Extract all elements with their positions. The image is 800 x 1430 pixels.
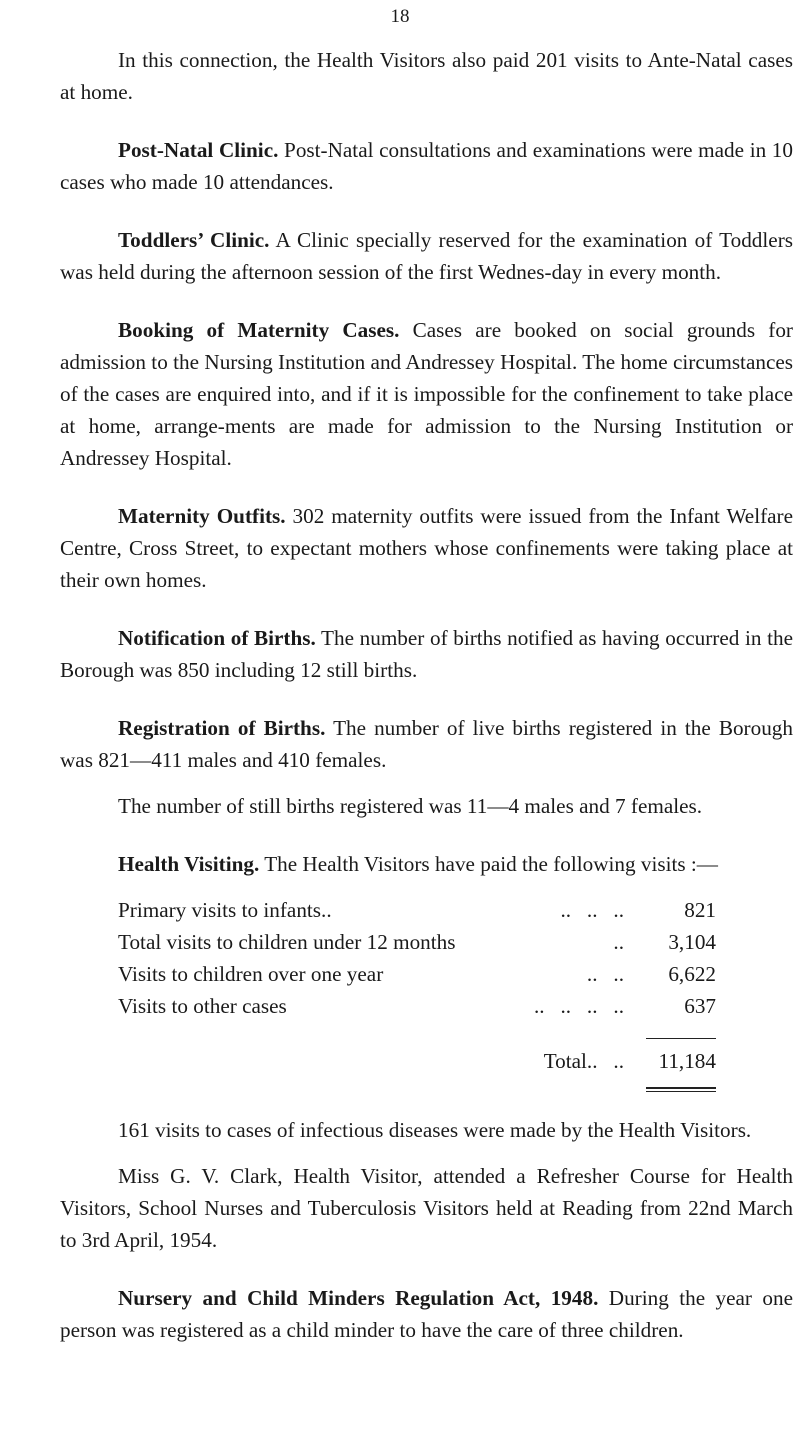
paragraph-refresher-course: Miss G. V. Clark, Health Visitor, attended a Refresher Course for Health Visitors, School Nurses and Tuberculosis Visitors held at Reading from 22nd March to 3rd April, 1954.: [60, 1164, 793, 1252]
heading-maternity-outfits: Maternity Outfits.: [118, 504, 286, 528]
paragraph-ante-natal: In this connection, the Health Visitors also paid 201 visits to Ante-Natal cases at home.: [60, 48, 793, 104]
document-body: [60, 44, 793, 1372]
paragraph-infectious-diseases: 161 visits to cases of infectious diseases were made by the Health Visitors.: [118, 1118, 752, 1142]
body-post-natal-clinic: Post-Natal consultations and examinations were made in 10 cases who made 10 attendances.: [60, 138, 793, 194]
body-registration-births: The number of live births registered in the Borough was 821—411 males and 410 females.: [60, 716, 793, 772]
total-value: 11,184: [658, 1049, 716, 1073]
page-number: 18: [390, 6, 410, 27]
paragraph-booking-maternity: [60, 314, 793, 474]
row-value: 821: [684, 898, 716, 922]
table-row: [118, 990, 716, 1022]
heading-toddlers-clinic: Toddlers’ Clinic.: [118, 228, 270, 252]
row-leader-dots: .. .. .. ..: [533, 994, 624, 1018]
table-row: [118, 958, 716, 990]
table-row: [118, 894, 716, 926]
total-top-rule: [646, 1038, 716, 1039]
row-label: Visits to other cases: [118, 994, 287, 1018]
heading-child-minders: Nursery and Child Minders Regulation Act, 1948.: [118, 1286, 599, 1310]
row-leader-dots: .. ..: [586, 962, 624, 986]
row-leader-dots: .. .. ..: [560, 898, 624, 922]
paragraph-toddlers-clinic: [60, 224, 793, 288]
paragraph-health-visiting: [60, 848, 793, 880]
row-label: Total visits to children under 12 months: [118, 930, 456, 954]
row-label: Visits to children over one year: [118, 962, 384, 986]
paragraph-still-births: The number of still births registered was 11—4 males and 7 females.: [118, 794, 703, 818]
paragraph-registration-births: [60, 712, 793, 776]
paragraph-child-minders: [60, 1282, 793, 1346]
heading-notification-births: Notification of Births.: [118, 626, 316, 650]
row-value: 637: [684, 994, 716, 1018]
paragraph-notification-births: [60, 622, 793, 686]
paragraph-maternity-outfits: [60, 500, 793, 596]
total-row: [118, 1045, 716, 1077]
body-maternity-outfits: 302 maternity outfits were issued from the Infant Welfare Centre, Cross Street, to expectant mothers whose confinements were taking place at their own homes.: [60, 504, 793, 592]
total-leader-dots: .. ..: [586, 1049, 624, 1073]
body-health-visiting: The Health Visitors have paid the following visits :—: [259, 852, 718, 876]
row-value: 6,622: [668, 962, 716, 986]
body-notification-births: The number of births notified as having occurred in the Borough was 850 including 12 still births.: [60, 626, 793, 682]
heading-health-visiting: Health Visiting.: [118, 852, 260, 876]
body-booking-maternity: Cases are booked on social grounds for admission to the Nursing Institution and Andressey Hospital. The home circumstances of the cases are enquired into, and if it is impossible for the confinement to take place at home, arrange-ments are made for admission to the Nursing Institution or Andressey Hospital.: [60, 318, 793, 470]
row-value: 3,104: [668, 930, 716, 954]
total-bottom-rule: [646, 1087, 716, 1092]
row-leader-dots: ..: [613, 930, 624, 954]
heading-booking-maternity: Booking of Maternity Cases.: [118, 318, 400, 342]
visits-table: [118, 894, 716, 1092]
table-row: [118, 926, 716, 958]
total-label: Total: [543, 1049, 587, 1073]
paragraph-post-natal-clinic: [60, 134, 793, 198]
body-toddlers-clinic: A Clinic specially reserved for the examination of Toddlers was held during the afternoon session of the first Wednes-day in every month.: [60, 228, 793, 284]
heading-registration-births: Registration of Births.: [118, 716, 326, 740]
body-child-minders: During the year one person was registered as a child minder to have the care of three children.: [60, 1286, 793, 1342]
heading-post-natal-clinic: Post-Natal Clinic.: [118, 138, 279, 162]
row-label: Primary visits to infants..: [118, 898, 332, 922]
